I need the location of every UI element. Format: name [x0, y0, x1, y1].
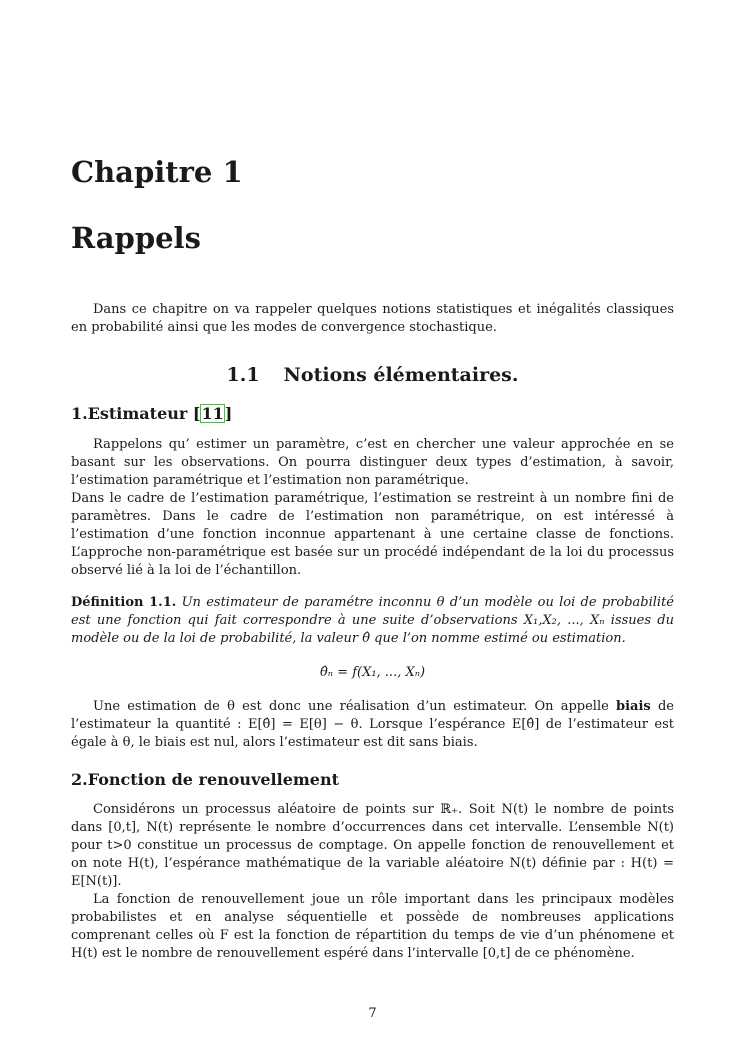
definition-block [71, 594, 674, 648]
chapter-title: Rappels [71, 221, 201, 255]
citation-link[interactable] [193, 404, 232, 423]
renouvellement-paragraph-1: Considérons un processus aléatoire de points sur ℝ₊. Soit N(t) le nombre de points dans [0,t], N(t) représente le nombre d’occurrences dans cet intervalle. L’ensemble N(t) pour t>0 constitue un processus de comptage. On appelle fonction de renouvellement et on note H(t), l’espérance mathématique de la variable aléatoire N(t) définie par : H(t) = E[N(t)]. [71, 802, 674, 889]
subsection-heading-renouvellement: 2.Fonction de renouvellement [71, 770, 340, 789]
chapter-intro: Dans ce chapitre on va rappeler quelques notions statistiques et inégalités classiques en probabilité ainsi que les modes de convergence stochastique. [71, 302, 674, 335]
renouvellement-block [71, 770, 674, 963]
estimator-formula: θ̂ₙ = f(X₁, ..., Xₙ) [319, 665, 426, 680]
page-number: 7 [368, 1006, 377, 1021]
chapter-number: Chapitre 1 [71, 155, 243, 189]
definition-label: Définition 1.1. [71, 595, 177, 610]
section-heading [71, 364, 674, 386]
cite-open: [ [192, 404, 201, 423]
cite-number[interactable]: 11 [201, 404, 224, 423]
estimateur-paragraph-2: Dans le cadre de l’estimation paramétrique, l’estimation se restreint à un nombre fini de paramètres. Dans le cadre de l’estimation non paramétrique, on est intéressé à l’estimation d’une fonction inconnue appartenant à une certaine classe de fonctions. L’approche non-paramétrique est basée sur un procédé indépendant de la loi du processus observé lié à la loi de l’échantillon. [71, 491, 674, 578]
estimateur-block [71, 404, 674, 752]
renouvellement-paragraph-2: La fonction de renouvellement joue un rôle important dans les principaux modèles probabilistes et en analyse séquentielle et possède de nombreuses applications comprenant celles où F est la fonction de répartition du temps de vie d’un phénomene et H(t) est le nombre de renouvellement espéré dans l’intervalle [0,t] de ce phénomène. [71, 892, 674, 961]
cite-close: ] [224, 404, 233, 423]
subsection-heading-estimateur [71, 404, 674, 423]
biais-paragraph [71, 698, 674, 752]
chapter-intro-block [71, 301, 674, 337]
biais-term: biais [616, 699, 651, 714]
definition-text: Un estimateur de paramétre inconnu θ d’un modèle ou loi de probabilité est une fonction qui fait correspondre à une suite d’observations X₁,X₂, ..., Xₙ issues du modèle ou de la loi de probabilité, la valeur θ̂ que l’on nomme estimé ou estimation. [71, 595, 675, 646]
biais-text-post: de l’estimateur la quantité : E[θ̂] = E[θ] − θ. Lorsque l’espérance E[θ̂] de l’estimateur est égale à θ, le biais est nul, alors l’estimateur est dit sans biais. [71, 699, 674, 750]
estimateur-heading-text: 1.Estimateur [71, 404, 188, 423]
section-title: Notions élémentaires. [283, 364, 519, 386]
estimateur-paragraph-1: Rappelons qu’ estimer un paramètre, c’est en chercher une valeur approchée en se basant sur les observations. On pourra distinguer deux types d’estimation, à savoir, l’estimation paramétrique et l’estimation non paramétrique. [71, 437, 674, 488]
biais-text-pre: Une estimation de θ est donc une réalisation d’un estimateur. On appelle [93, 699, 617, 714]
section-number: 1.1 [226, 364, 260, 386]
